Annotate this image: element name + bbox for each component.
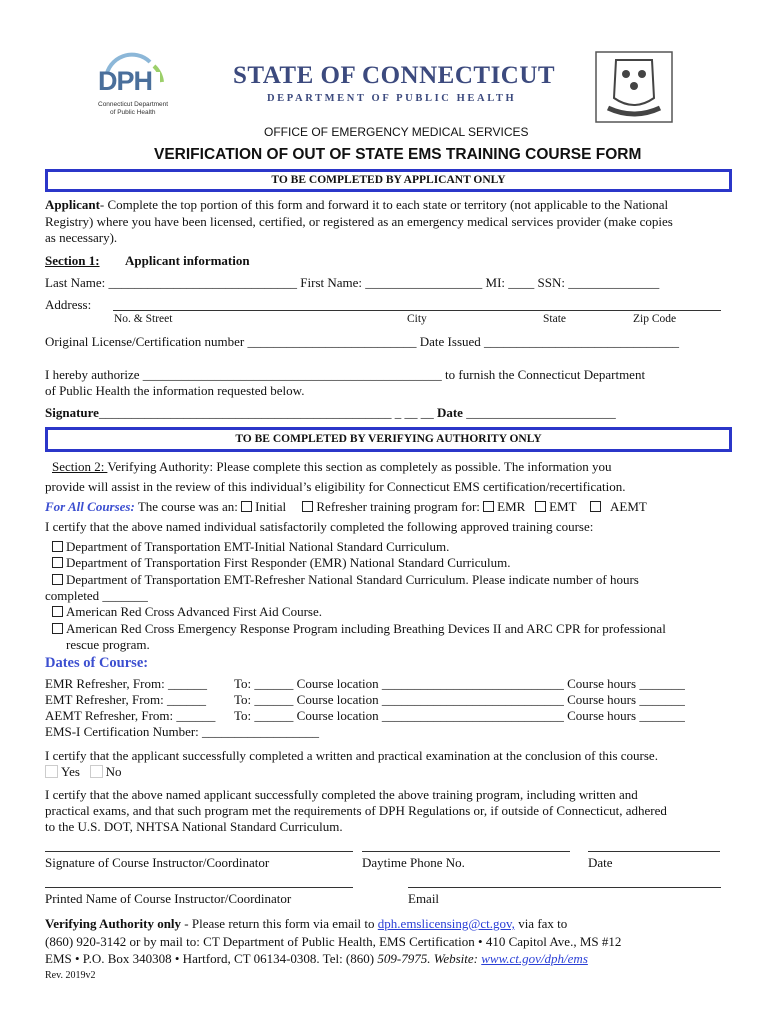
email-label: Email xyxy=(408,891,440,906)
section1-label: Section 1: xyxy=(45,253,100,268)
phone-field[interactable] xyxy=(362,851,570,852)
section2-line1 xyxy=(52,459,612,475)
section1-title: Applicant information xyxy=(125,253,250,268)
address-street-caption: No. & Street xyxy=(114,313,173,325)
dph-logo xyxy=(92,48,172,126)
signature-row[interactable] xyxy=(45,405,616,421)
logo-main-text: DPH xyxy=(98,66,153,96)
date-signature-label: Date xyxy=(588,855,613,870)
yes-checkbox[interactable] xyxy=(45,765,58,778)
final-certify-1: I certify that the above named applicant successfully completed the above training program, including written and xyxy=(45,787,638,802)
applicant-intro-line3: as necessary). xyxy=(45,230,118,245)
refresher-label: Refresher training program for: xyxy=(316,499,480,514)
course-2-label: Department of Transportation First Responder (EMR) National Standard Curriculum. xyxy=(66,555,511,570)
course-type-row xyxy=(45,499,647,515)
section2-label: Section 2: xyxy=(52,459,108,474)
course-3-label: Department of Transportation EMT-Refresher National Standard Curriculum. Please indicate number of hours xyxy=(66,572,639,587)
printed-name-field[interactable] xyxy=(45,887,353,888)
phone-label: Daytime Phone No. xyxy=(362,855,465,870)
date-row-emr-rest[interactable]: To: ______ Course location ____________________________ Course hours _______ xyxy=(234,676,685,691)
section2-text1: Verifying Authority: Please complete this section as completely as possible. The information you xyxy=(107,459,612,474)
address-state-caption: State xyxy=(543,313,566,325)
yes-label: Yes xyxy=(61,764,80,779)
email-field[interactable] xyxy=(408,887,721,888)
emt-checkbox[interactable] xyxy=(535,501,546,512)
applicant-intro-text1: - Complete the top portion of this form and forward it to each state or territory (not applicable to the National xyxy=(99,197,669,212)
footer-line3a: EMS • P.O. Box 340308 • Hartford, CT 06134-0308. Tel: (860) xyxy=(45,951,378,966)
printed-name-label: Printed Name of Course Instructor/Coordinator xyxy=(45,891,292,906)
date-row-emt-rest[interactable]: To: ______ Course location ____________________________ Course hours _______ xyxy=(234,692,685,707)
course-3-hours[interactable]: completed _______ xyxy=(45,588,148,603)
no-checkbox[interactable] xyxy=(90,765,103,778)
state-seal-icon xyxy=(594,50,674,124)
footer-line3b: 509-7975. Website: xyxy=(377,951,482,966)
course-4-checkbox[interactable] xyxy=(52,606,63,617)
footer-line1 xyxy=(45,916,567,932)
final-certify-2: practical exams, and that such program met the requirements of DPH Regulations or, if outside of Connecticut, adhered xyxy=(45,803,667,818)
course-1-checkbox[interactable] xyxy=(52,541,63,552)
applicant-intro-line1 xyxy=(45,197,668,213)
verifier-banner-text: TO BE COMPLETED BY VERIFYING AUTHORITY ONLY xyxy=(235,433,542,445)
course-5-cont: rescue program. xyxy=(66,637,150,652)
emr-checkbox[interactable] xyxy=(483,501,494,512)
exam-yes-no xyxy=(45,764,122,780)
aemt-checkbox[interactable] xyxy=(590,501,601,512)
form-title: VERIFICATION OF OUT OF STATE EMS TRAINING COURSE FORM xyxy=(154,146,642,163)
address-label: Address: xyxy=(45,297,92,312)
instructor-signature-label: Signature of Course Instructor/Coordinator xyxy=(45,855,270,870)
course-option-3 xyxy=(52,572,639,588)
course-option-5 xyxy=(52,621,666,637)
address-zip-caption: Zip Code xyxy=(633,313,677,325)
applicant-intro-line2: Registry) where you have been licensed, certified, or registered as an emergency medical services provider (make copies xyxy=(45,214,673,229)
date-label: Date xyxy=(436,405,463,420)
applicant-banner xyxy=(45,169,732,192)
verifier-banner xyxy=(45,427,732,452)
applicant-lead: Applicant xyxy=(45,197,100,212)
course-option-4 xyxy=(52,604,322,620)
revision-label: Rev. 2019v2 xyxy=(45,970,96,981)
course-option-1 xyxy=(52,539,449,555)
state-title: STATE OF CONNECTICUT xyxy=(233,62,556,89)
course-1-label: Department of Transportation EMT-Initial National Standard Curriculum. xyxy=(66,539,450,554)
date-row-aemt-rest[interactable]: To: ______ Course location ____________________________ Course hours _______ xyxy=(234,708,685,723)
no-label: No xyxy=(105,764,122,779)
authorize-line2: of Public Health the information requested below. xyxy=(45,383,305,398)
footer-text1b: via fax to xyxy=(514,916,568,931)
course-3-checkbox[interactable] xyxy=(52,574,63,585)
footer-text1: - Please return this form via email to xyxy=(181,916,378,931)
course-2-checkbox[interactable] xyxy=(52,557,63,568)
aemt-label: AEMT xyxy=(610,499,647,514)
course-4-label: American Red Cross Advanced First Aid Course. xyxy=(66,604,322,619)
logo-caption-2: of Public Health xyxy=(110,109,156,116)
authorize-line1[interactable]: I hereby authorize ______________________________________________ to furnish the Connecticut Department xyxy=(45,367,646,382)
instructor-signature-field[interactable] xyxy=(45,851,353,852)
refresher-checkbox[interactable] xyxy=(302,501,313,512)
initial-checkbox[interactable] xyxy=(241,501,252,512)
all-courses-label: For All Courses: xyxy=(45,499,135,514)
name-fields-line[interactable]: Last Name: _____________________________ First Name: __________________ MI: ____ SSN: ______________ xyxy=(45,275,660,290)
logo-caption-1: Connecticut Department xyxy=(98,101,169,108)
email-link[interactable]: dph.emslicensing@ct.gov, xyxy=(377,916,515,931)
signature-field[interactable]: _____________________________________________ _ __ __ xyxy=(98,405,437,420)
footer-line3 xyxy=(45,951,588,967)
section2-line2: provide will assist in the review of this individual’s eligibility for Connecticut EMS certification/recertification. xyxy=(45,479,626,494)
date-signature-field[interactable] xyxy=(588,851,720,852)
emsi-cert-line[interactable]: EMS-I Certification Number: __________________ xyxy=(45,724,320,739)
course-was-text: The course was an: xyxy=(134,499,242,514)
office-title: OFFICE OF EMERGENCY MEDICAL SERVICES xyxy=(264,125,529,139)
course-5-label: American Red Cross Emergency Response Program including Breathing Devices II and ARC CPR for professional xyxy=(66,621,666,636)
state-seal xyxy=(594,50,674,124)
course-5-checkbox[interactable] xyxy=(52,623,63,634)
certify-course-line: I certify that the above named individual satisfactorily completed the following approved training course: xyxy=(45,519,594,534)
date-row-emr-label[interactable]: EMR Refresher, From: ______ xyxy=(45,676,207,691)
final-certify-3: to the U.S. DOT, NHTSA National Standard Curriculum. xyxy=(45,819,343,834)
footer-lead: Verifying Authority only xyxy=(45,916,182,931)
signature-label: Signature xyxy=(45,405,99,420)
address-city-caption: City xyxy=(407,313,427,325)
emt-label: EMT xyxy=(549,499,577,514)
emr-label: EMR xyxy=(497,499,526,514)
course-option-2 xyxy=(52,555,510,571)
license-line[interactable]: Original License/Certification number __________________________ Date Issued ______________________________ xyxy=(45,334,680,349)
dates-heading: Dates of Course: xyxy=(45,655,149,671)
date-row-aemt-label[interactable]: AEMT Refresher, From: ______ xyxy=(45,708,216,723)
applicant-banner-text: TO BE COMPLETED BY APPLICANT ONLY xyxy=(271,174,506,186)
dept-title: DEPARTMENT OF PUBLIC HEALTH xyxy=(267,93,517,104)
address-field[interactable] xyxy=(113,310,721,311)
initial-label: Initial xyxy=(255,499,287,514)
footer-line2: (860) 920-3142 or by mail to: CT Department of Public Health, EMS Certification • 410 Capitol Ave., MS #12 xyxy=(45,934,622,949)
website-link[interactable]: www.ct.gov/dph/ems xyxy=(481,951,588,966)
date-row-emt-label[interactable]: EMT Refresher, From: ______ xyxy=(45,692,206,707)
date-field[interactable]: _______________________ xyxy=(462,405,616,420)
exam-certify-line: I certify that the applicant successfully completed a written and practical examination at the conclusion of this course. xyxy=(45,748,658,763)
